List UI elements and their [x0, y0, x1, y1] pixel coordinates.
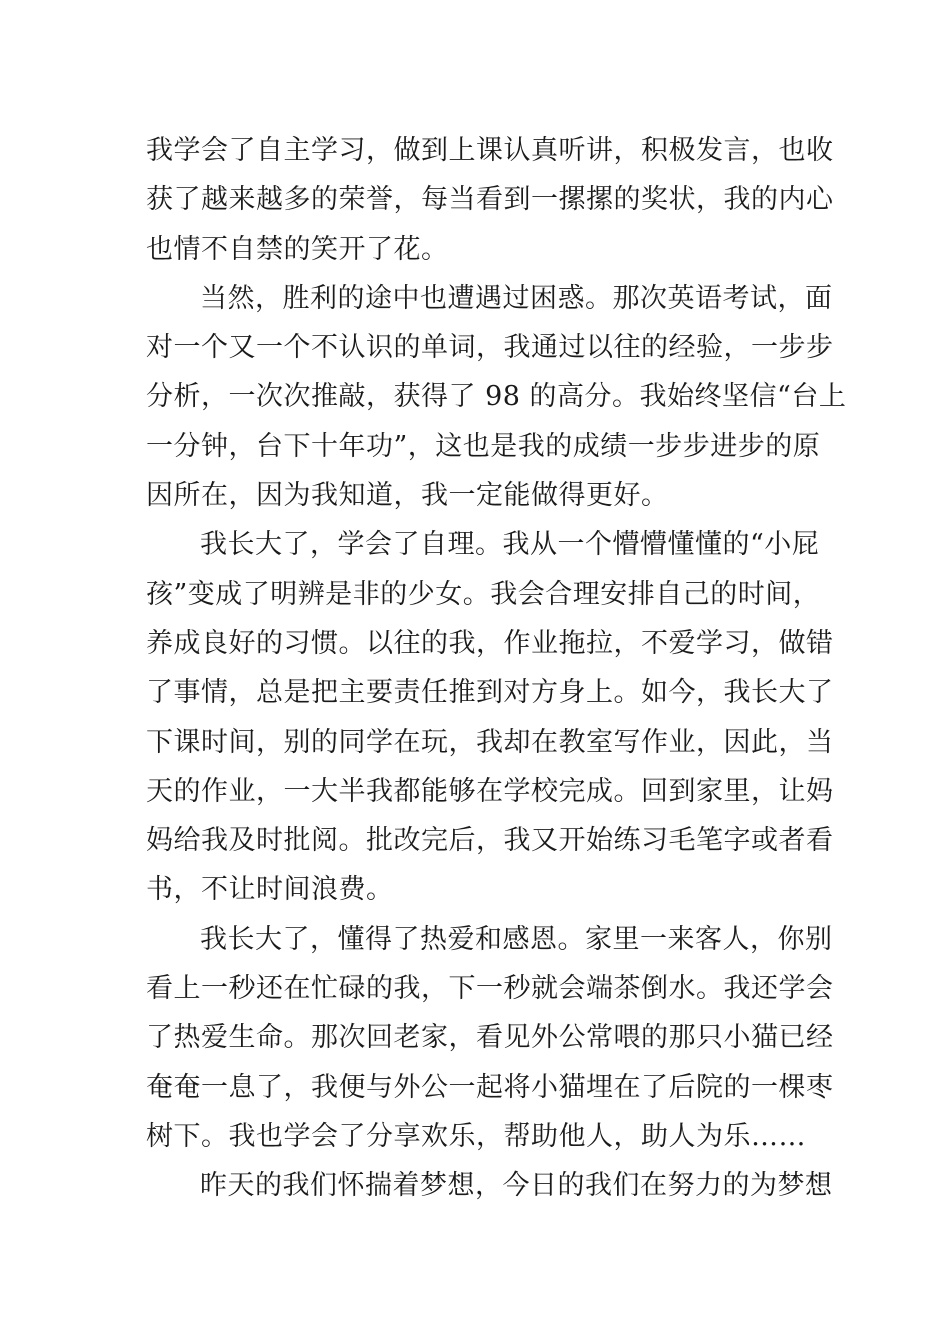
text-line: 一分钟，台下十年功”，这也是我的成绩一步步进步的原 — [146, 430, 821, 462]
text-line: 奄奄一息了，我便与外公一起将小猫埋在了后院的一棵枣 — [146, 1071, 834, 1103]
text-line: 我学会了自主学习，做到上课认真听讲，积极发言，也收 — [146, 135, 834, 166]
paragraph-first-line: 当然，胜利的途中也遭遇过困惑。那次英语考试，面 — [200, 282, 833, 314]
text-line: 也情不自禁的笑开了花。 — [146, 233, 449, 265]
text-line: 妈给我及时批阅。批改完后，我又开始练习毛笔字或者看 — [146, 825, 834, 857]
text-line: 天的作业，一大半我都能够在学校完成。回到家里，让妈 — [146, 775, 834, 807]
essay-body — [146, 126, 847, 1211]
paragraph-first-line: 昨天的我们怀揣着梦想，今日的我们在努力的为梦想 — [200, 1170, 833, 1202]
paragraph-first-line: 我长大了，懂得了热爱和感恩。家里一来客人，你别 — [200, 923, 833, 955]
text-line: 养成良好的习惯。以往的我，作业拖拉，不爱学习，做错 — [146, 627, 834, 659]
text-line: 因所在，因为我知道，我一定能做得更好。 — [146, 480, 669, 512]
text-line: 孩”变成了明辨是非的少女。我会合理安排自己的时间， — [146, 578, 821, 610]
text-line: 对一个又一个不认识的单词，我通过以往的经验，一步步 — [146, 332, 834, 364]
text-line: 分析，一次次推敲，获得了 98 的高分。我始终坚信“台上 — [146, 381, 847, 413]
text-line: 获了越来越多的荣誉，每当看到一摞摞的奖状，我的内心 — [146, 184, 834, 216]
text-line: 树下。我也学会了分享欢乐，帮助他人，助人为乐…… — [146, 1120, 806, 1152]
text-line: 书，不让时间浪费。 — [146, 874, 394, 906]
text-line: 下课时间，别的同学在玩，我却在教室写作业，因此，当 — [146, 726, 834, 758]
text-line: 了热爱生命。那次回老家，看见外公常喂的那只小猫已经 — [146, 1022, 834, 1054]
text-line: 了事情，总是把主要责任推到对方身上。如今，我长大了 — [146, 677, 834, 709]
paragraph-first-line: 我长大了，学会了自理。我从一个懵懵懂懂的“小屁 — [200, 529, 820, 561]
text-line: 看上一秒还在忙碌的我，下一秒就会端茶倒水。我还学会 — [146, 973, 834, 1005]
